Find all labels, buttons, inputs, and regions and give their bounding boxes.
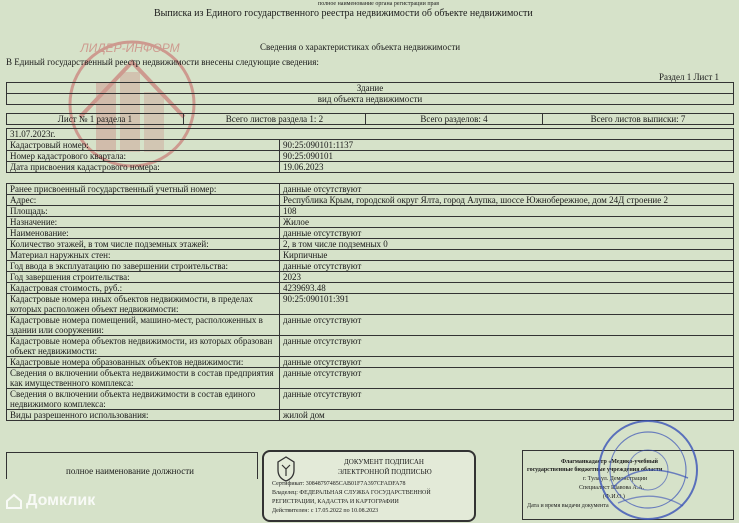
row-label: Назначение: — [7, 217, 280, 228]
stamp-line-5: (Ф.И.О.) — [603, 494, 625, 500]
row-value: данные отсутствуют — [280, 357, 734, 368]
row-label: Площадь: — [7, 206, 280, 217]
table-row — [7, 272, 734, 283]
coat-of-arms-icon — [274, 456, 298, 482]
row-label: Год завершения строительства: — [7, 272, 280, 283]
object-type-table — [6, 82, 734, 105]
row-value: Кирпичные — [280, 250, 734, 261]
table-row — [7, 261, 734, 272]
section-sheets-total: Всего листов раздела 1: 2 — [184, 114, 366, 125]
row-value: Республика Крым, городской округ Ялта, город Алупка, шоссе Южнобережное, дом 24Д строение 2 — [280, 195, 734, 206]
ids-label: Кадастровый номер: — [7, 140, 280, 151]
row-value: данные отсутствуют — [280, 184, 734, 195]
row-value: Жилое — [280, 217, 734, 228]
row-label: Виды разрешенного использования: — [7, 410, 280, 421]
ids-value: 90:25:090101:1137 — [280, 140, 734, 151]
signature-cert: Сертификат: 30848797485CAB01F7A397CFADFA78 — [272, 481, 406, 487]
ids-value: 19.06.2023 — [280, 162, 734, 173]
row-label: Сведения о включении объекта недвижимости в состав предприятия как имущественного комплекса: — [7, 368, 280, 389]
characteristics-table — [6, 183, 734, 421]
stamp-line-6: Дата и время выдачи документа — [527, 503, 609, 509]
row-value: 2, в том числе подземных 0 — [280, 239, 734, 250]
table-row — [7, 228, 734, 239]
ids-value: 90:25:090101 — [280, 151, 734, 162]
watermark-text: ЛИДЕР-ИНФОРМ — [80, 41, 180, 55]
row-label: Количество этажей, в том числе подземных этажей: — [7, 239, 280, 250]
row-value: данные отсутствуют — [280, 368, 734, 389]
row-label: Адрес: — [7, 195, 280, 206]
table-row — [7, 283, 734, 294]
row-label: Сведения о включении объекта недвижимости в состав единого недвижимого комплекса: — [7, 389, 280, 410]
object-type-caption: вид объекта недвижимости — [7, 94, 734, 105]
row-label: Материал наружных стен: — [7, 250, 280, 261]
object-type: Здание — [7, 83, 734, 94]
table-row — [7, 195, 734, 206]
issuer-caption: полное наименование органа регистрации прав — [318, 1, 440, 7]
brand-text: Домклик — [26, 492, 96, 509]
sheets-table — [6, 113, 734, 125]
row-value: данные отсутствуют — [280, 261, 734, 272]
table-row — [7, 250, 734, 261]
table-row — [7, 294, 734, 315]
sections-total: Всего разделов: 4 — [366, 114, 543, 125]
stamp-line-3: г. Тула ул. Демонстрации — [583, 476, 648, 482]
row-label: Год ввода в эксплуатацию по завершении строительства: — [7, 261, 280, 272]
row-label: Кадастровые номера помещений, машино-мест, расположенных в здании или сооружении: — [7, 315, 280, 336]
ids-label: Номер кадастрового квартала: — [7, 151, 280, 162]
table-row — [7, 184, 734, 195]
sheet-number: Лист № 1 раздела 1 — [7, 114, 184, 125]
row-label: Наименование: — [7, 228, 280, 239]
table-row — [7, 357, 734, 368]
ids-table — [6, 128, 734, 173]
row-value: данные отсутствуют — [280, 389, 734, 410]
domclick-brand — [6, 492, 95, 510]
signature-subtitle: ЭЛЕКТРОННОЙ ПОДПИСЬЮ — [338, 468, 432, 476]
intro-text: В Единый государственный реестр недвижимости внесены следующие сведения: — [6, 57, 319, 67]
row-value: данные отсутствуют — [280, 336, 734, 357]
table-row — [7, 239, 734, 250]
table-row — [7, 368, 734, 389]
row-value: данные отсутствуют — [280, 228, 734, 239]
row-value: 108 — [280, 206, 734, 217]
stamp-line-1: Флагманкадастр «Медико-учебный — [561, 459, 658, 465]
table-row — [7, 206, 734, 217]
row-label: Кадастровые номера объектов недвижимости, из которых образован объект недвижимости: — [7, 336, 280, 357]
section-label: Раздел 1 Лист 1 — [659, 72, 720, 82]
table-row — [7, 217, 734, 228]
signature-valid: Действителен: с 17.05.2022 по 10.08.2023 — [272, 508, 379, 514]
signature-owner-1: Владелец: ФЕДЕРАЛЬНАЯ СЛУЖБА ГОСУДАРСТВЕННОЙ — [272, 490, 431, 496]
row-label: Кадастровые номера иных объектов недвижимости, в пределах которых расположен объект недвижимости: — [7, 294, 280, 315]
sheets-total: Всего листов выписки: 7 — [543, 114, 734, 125]
ids-label: Дата присвоения кадастрового номера: — [7, 162, 280, 173]
row-value: жилой дом — [280, 410, 734, 421]
extract-date: 31.07.2023г. — [7, 129, 734, 140]
stamp-line-4: Специалист Шавова А.А. — [579, 485, 645, 491]
e-signature-box — [262, 450, 476, 522]
row-value: 90:25:090101:391 — [280, 294, 734, 315]
signature-title: ДОКУМЕНТ ПОДПИСАН — [344, 458, 424, 466]
stamp-line-2: государственные бюджетные учреждения области — [527, 467, 663, 473]
table-row — [7, 410, 734, 421]
issuer-stamp-box — [522, 450, 734, 520]
position-caption: полное наименование должности — [66, 466, 194, 476]
table-row — [7, 315, 734, 336]
house-icon — [6, 493, 22, 509]
row-label: Ранее присвоенный государственный учетный номер: — [7, 184, 280, 195]
signature-owner-2: РЕГИСТРАЦИИ, КАДАСТРА И КАРТОГРАФИИ — [272, 499, 399, 505]
row-value: данные отсутствуют — [280, 315, 734, 336]
row-label: Кадастровая стоимость, руб.: — [7, 283, 280, 294]
row-label: Кадастровые номера образованных объектов недвижимости: — [7, 357, 280, 368]
document-subtitle: Сведения о характеристиках объекта недвижимости — [260, 42, 461, 52]
table-row — [7, 389, 734, 410]
table-row — [7, 336, 734, 357]
row-value: 4239693.48 — [280, 283, 734, 294]
row-value: 2023 — [280, 272, 734, 283]
document-title: Выписка из Единого государственного реестра недвижимости об объекте недвижимости — [154, 8, 533, 19]
